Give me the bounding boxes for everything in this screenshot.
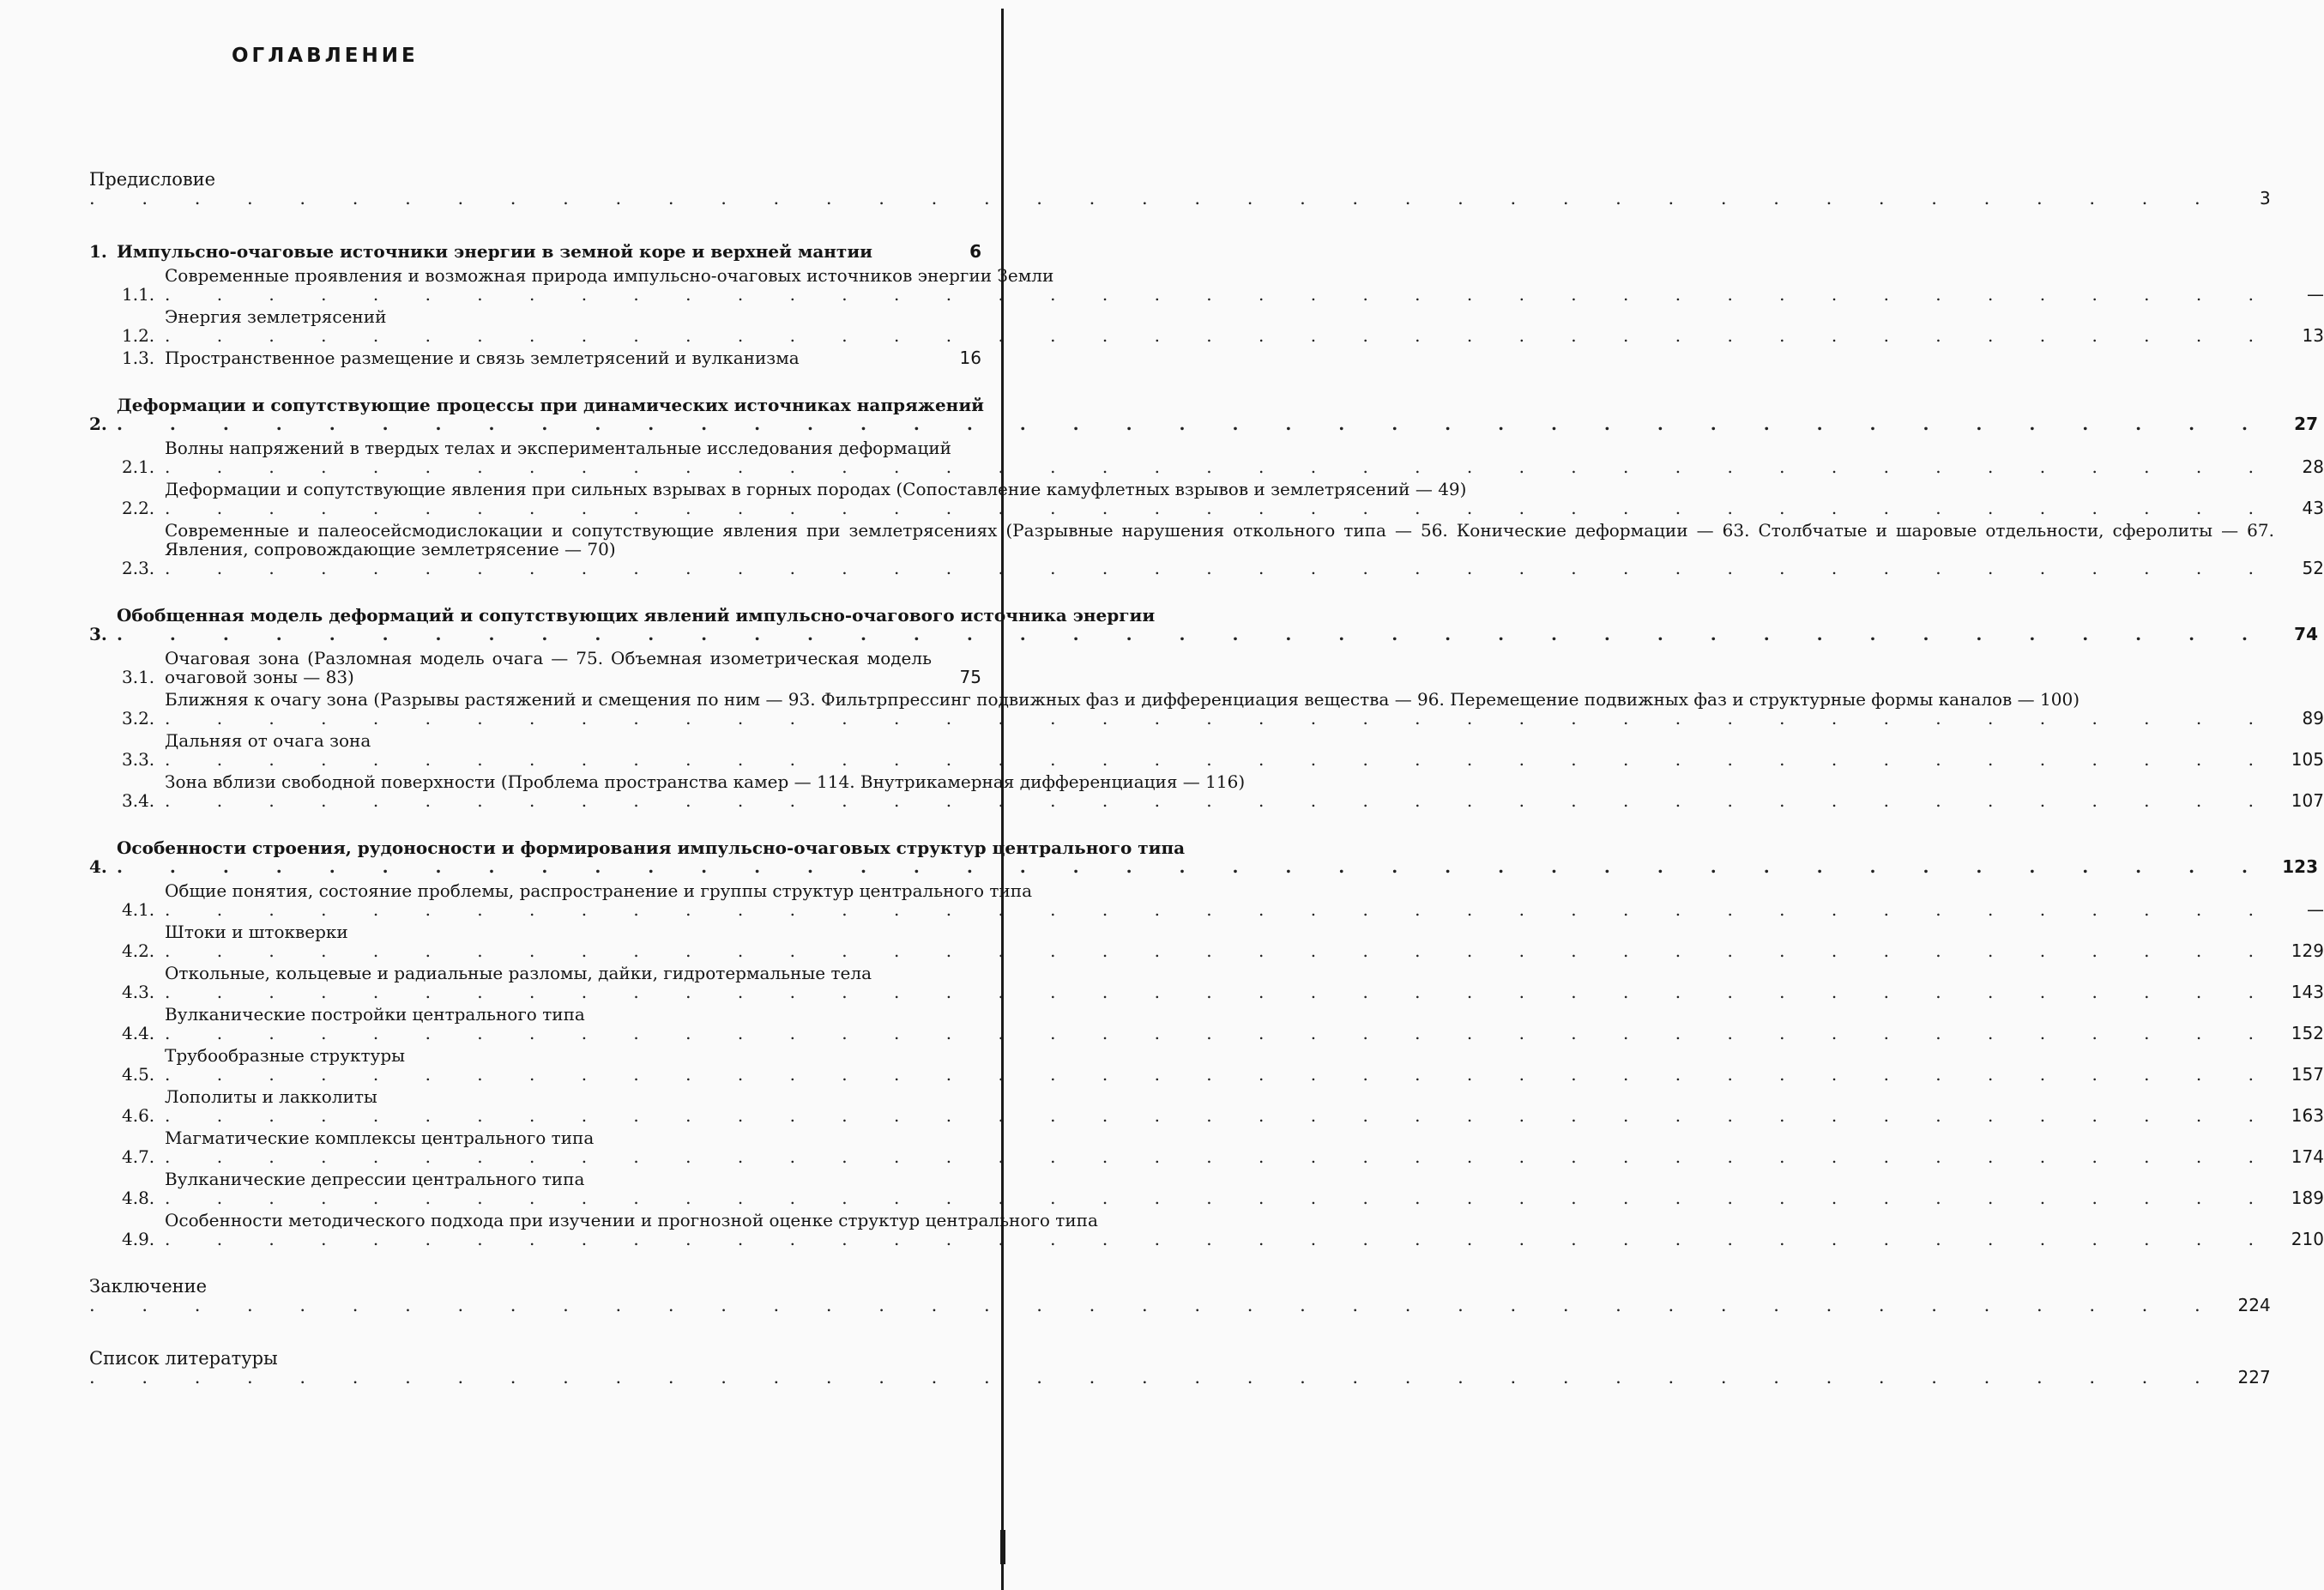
entry-text: Дальняя от очага зона [165,730,371,751]
entry-text: Вулканические депрессии центрального типа [165,1169,584,1189]
dot-leader: . . . . . . . . . . . . . . . . . . . . . . . . . . . . . . . . . . . . . . . . . [165,285,2274,304]
toc-entry-section[interactable] [89,690,981,728]
chapter-1 [89,242,981,367]
dot-leader: . . . . . . . . . . . . . . . . . . . . . . . . . . . . . . . . . . . . . . . . . [165,499,2274,517]
page-title: ОГЛАВЛЕНИЕ [232,45,419,67]
dot-leader: . . . . . . . . . . . . . . . . . . . . . . . . . . . . . . . . . . . . . . . . . [165,791,2274,810]
entry-text: Особенности методического подхода при изучении и прогнозной оценке структур центрального типа [165,1210,1098,1230]
toc-entry-chapter[interactable] [89,396,981,433]
entry-text: Пространственное размещение и связь землетрясений и вулканизма [165,348,932,367]
page-number: 174 [2274,1147,2324,1166]
entry-number: 4.1. [122,900,156,919]
entry-number: 3. [89,625,108,644]
page-number: 224 [2221,1296,2271,1315]
toc-entry-section[interactable] [89,731,981,769]
entry-text: Волны напряжений в твердых телах и экспериментальные исследования деформаций [165,438,951,458]
page-number: 13 [2274,326,2324,345]
page-number: 227 [2221,1368,2271,1387]
dot-leader: . . . . . . . . . . . . . . . . . . . . . . . . . . . . . . . . . . . . . . . . . [165,326,2274,345]
toc-entry-references[interactable] [89,1349,981,1387]
entry-text: Вулканические постройки центрального типа [165,1004,585,1025]
page-number: 75 [932,668,981,686]
toc-entry-chapter[interactable] [89,606,981,644]
page-number: 105 [2274,750,2324,769]
entry-text: Деформации и сопутствующие процессы при динамических источниках напряжений [117,395,984,415]
entry-number: 4.8. [122,1188,156,1207]
entry-text: Энергия землетрясений [165,306,386,327]
dot-leader: . . . . . . . . . . . . . . . . . . . . . . . . . . . . . . . . . . . . . . . . . [89,1296,2221,1315]
entry-text: Деформации и сопутствующие явления при сильных взрывах в горных породах (Сопоставление камуфлетных взрывов и землетрясений — 49) [165,479,1466,499]
entry-text: Особенности строения, рудоносности и формирования импульсно-очаговых структур центрального типа [117,837,1185,858]
entry-text: Обобщенная модель деформаций и сопутствующих явлений импульсно-очагового источника энергии [117,605,1155,626]
entry-number: 4.7. [122,1147,156,1166]
toc-entry-section[interactable] [89,1046,981,1084]
chapter-3 [89,606,981,810]
page-number: 3 [2221,189,2271,208]
entry-text: Очаговая зона (Разломная модель очага — 75. Объемная изометрическая модель очаговой зоны — 83) [165,649,932,686]
entry-text: Трубообразные структуры [165,1045,405,1066]
table-of-contents [89,170,981,1421]
dot-leader: . . . . . . . . . . . . . . . . . . . . . . . . . . . . . . . . . . . . . . . . . [89,1368,2221,1387]
entry-text: Штоки и штокверки [165,922,348,942]
toc-entry-section[interactable] [89,480,981,517]
dot-leader: . . . . . . . . . . . . . . . . . . . . . . . . . . . . . . . . . . . . . . . . . [117,414,2268,433]
dot-leader: . . . . . . . . . . . . . . . . . . . . . . . . . . . . . . . . . . . . . . . . . [165,941,2274,960]
entry-number: 3.3. [122,750,156,769]
page-number: 163 [2274,1106,2324,1125]
dot-leader: . . . . . . . . . . . . . . . . . . . . . . . . . . . . . . . . . . . . . . . . . [165,982,2274,1001]
entry-text: Ближняя к очагу зона (Разрывы растяжений и смещения по ним — 93. Фильтрпрессинг подвижных фаз и дифференциация вещества — 96. Перемещение подвижных фаз и структурные формы каналов — 100) [165,689,2080,710]
dot-leader: . . . . . . . . . . . . . . . . . . . . . . . . . . . . . . . . . . . . . . . . . [117,857,2268,876]
entry-number: 4. [89,857,108,876]
toc-entry-section[interactable] [89,1087,981,1125]
entry-text: Импульсно-очаговые источники энергии в земной коре и верхней мантии [117,242,932,261]
entry-number: 3.2. [122,709,156,728]
entry-number: 3.4. [122,791,156,810]
page-number: 143 [2274,982,2324,1001]
toc-entry-chapter[interactable] [89,242,981,261]
dot-leader: . . . . . . . . . . . . . . . . . . . . . . . . . . . . . . . . . . . . . . . . . [165,1106,2274,1125]
page-number: 74 [2268,625,2318,644]
chapter-4 [89,838,981,1248]
dot-leader: . . . . . . . . . . . . . . . . . . . . . . . . . . . . . . . . . . . . . . . . . [165,750,2274,769]
page-number: 210 [2274,1230,2324,1248]
toc-entry-section[interactable] [89,1211,981,1248]
entry-text: Откольные, кольцевые и радиальные разломы, дайки, гидротермальные тела [165,963,872,983]
entry-number: 1.1. [122,285,156,304]
entry-number: 4.5. [122,1065,156,1084]
toc-entry-section[interactable] [89,1005,981,1043]
dot-leader: . . . . . . . . . . . . . . . . . . . . . . . . . . . . . . . . . . . . . . . . . [165,900,2274,919]
page-number: 6 [932,242,981,261]
entry-text: Современные и палеосейсмодислокации и сопутствующие явления при землетрясениях (Разрывные нарушения откольного типа — 56. Конические деформации — 63. Столбчатые и шаровые отдельности, сферолиты — 67. Явления, сопровождающие землетрясение — 70) [165,520,2274,559]
dot-leader: . . . . . . . . . . . . . . . . . . . . . . . . . . . . . . . . . . . . . . . . . [165,1024,2274,1043]
page-number: 157 [2274,1065,2324,1084]
page-number: 28 [2274,457,2324,476]
toc-entry-conclusion[interactable] [89,1277,981,1315]
toc-entry-preface[interactable] [89,170,981,208]
page-number: 16 [932,348,981,367]
toc-entry-section[interactable] [89,348,981,367]
dot-leader: . . . . . . . . . . . . . . . . . . . . . . . . . . . . . . . . . . . . . . . . . [165,1065,2274,1084]
entry-number: 1.3. [122,348,156,367]
entry-number: 4.4. [122,1024,156,1043]
toc-entry-section[interactable] [89,1170,981,1207]
entry-text: Современные проявления и возможная природа импульсно-очаговых источников энергии Земли [165,265,1053,286]
page-number: 107 [2274,791,2324,810]
entry-text: Лополиты и лакколиты [165,1086,377,1107]
entry-number: 4.6. [122,1106,156,1125]
toc-entry-section[interactable] [89,521,981,577]
toc-entry-section[interactable] [89,649,981,686]
entry-number: 2.3. [122,559,156,577]
entry-number: 2.2. [122,499,156,517]
toc-entry-section[interactable] [89,307,981,345]
entry-number: 4.9. [122,1230,156,1248]
page-number: 152 [2274,1024,2324,1043]
entry-text: Заключение [89,1276,207,1297]
page-number: 52 [2274,559,2324,577]
page-number: 89 [2274,709,2324,728]
entry-number: 4.3. [122,982,156,1001]
entry-text: Зона вблизи свободной поверхности (Проблема пространства камер — 114. Внутрикамерная дифференциация — 116) [165,771,1245,792]
dot-leader: . . . . . . . . . . . . . . . . . . . . . . . . . . . . . . . . . . . . . . . . . [165,1147,2274,1166]
entry-number: 2.1. [122,457,156,476]
entry-text: Магматические комплексы центрального типа [165,1128,594,1148]
page-number: 27 [2268,414,2318,433]
page-number: 129 [2274,941,2324,960]
entry-text: Общие понятия, состояние проблемы, распространение и группы структур центрального типа [165,880,1032,901]
toc-entry-section[interactable] [89,266,981,304]
dot-leader: . . . . . . . . . . . . . . . . . . . . . . . . . . . . . . . . . . . . . . . . . [165,457,2274,476]
page-number: — [2274,900,2324,919]
dot-leader: . . . . . . . . . . . . . . . . . . . . . . . . . . . . . . . . . . . . . . . . . [165,1230,2274,1248]
entry-number: 3.1. [122,668,156,686]
toc-entry-section[interactable] [89,881,981,919]
toc-entry-section[interactable] [89,438,981,476]
page-number: 189 [2274,1188,2324,1207]
toc-entry-section[interactable] [89,922,981,960]
page-number: — [2274,285,2324,304]
page-edge-mark [1000,1530,1005,1564]
entry-number: 4.2. [122,941,156,960]
page-number: 43 [2274,499,2324,517]
chapter-2 [89,396,981,577]
entry-number: 2. [89,414,108,433]
toc-entry-section[interactable] [89,772,981,810]
dot-leader: . . . . . . . . . . . . . . . . . . . . . . . . . . . . . . . . . . . . . . . . . [165,559,2274,577]
entry-number: 1.2. [122,326,156,345]
dot-leader: . . . . . . . . . . . . . . . . . . . . . . . . . . . . . . . . . . . . . . . . . [165,1188,2274,1207]
toc-entry-section[interactable] [89,1128,981,1166]
page-number: 123 [2268,857,2318,876]
entry-number: 1. [89,242,108,261]
toc-entry-section[interactable] [89,964,981,1001]
dot-leader: . . . . . . . . . . . . . . . . . . . . . . . . . . . . . . . . . . . . . . . . . [165,709,2274,728]
dot-leader: . . . . . . . . . . . . . . . . . . . . . . . . . . . . . . . . . . . . . . . . . [89,189,2221,208]
entry-text: Предисловие [89,169,215,190]
entry-text: Список литературы [89,1348,278,1369]
toc-entry-chapter[interactable] [89,838,981,876]
dot-leader: . . . . . . . . . . . . . . . . . . . . . . . . . . . . . . . . . . . . . . . . . [117,625,2268,644]
